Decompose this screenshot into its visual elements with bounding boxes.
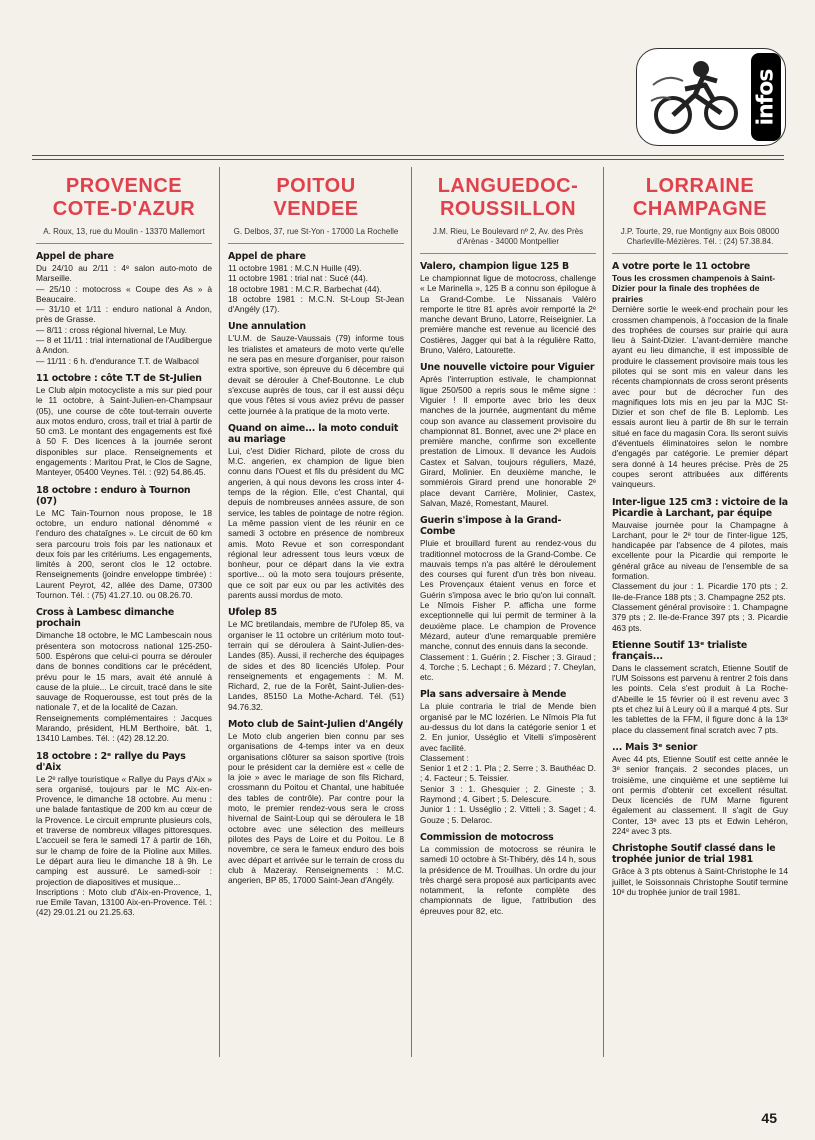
section-text: Dimanche 18 octobre, le MC Lambescain nous présentera son motocross national 125-250-500. Espérons que celui-ci pourra se dérouler dans de bonnes conditions car le précédent, prévu pour le 15 mars, avait été annulé à cause de la pluie... Le circuit, tracé dans le site sauvage de Roquerousse, est tout près de la nationale 7, et de la localité de Cazan. Renseignements complémentaires : Jacques Marando, président, HLM Berthoire, bât. 1, 13410 Lambes. Tél. : (42) 28.12.20.: [36, 630, 212, 744]
region-title-line: COTE-D'AZUR: [52, 198, 196, 220]
section-text: Le 2ᵉ rallye touristique « Rallye du Pays d'Aix » sera organisé, toujours par le MC Aix-en-Provence, le dimanche 18 octobre. Au menu : une balade fantastique de 200 km au cœur de la Provence. Le circuit emprunte plusieurs cols, et traverse de nombreux villages pittoresques. L'accueil se fera le samedi 17 à partir de 16h, sur le champ de foire de la Pioline aux Milles. Le départ aura lieu le dimanche 18 à 9h. Le camping est aussuré. Le samedi-soir : projection de diapositives et musique... Inscriptions : Moto club d'Aix-en-Provence, 1, rue Emile Tavan, 13100 Aix-en-Provence. Tél. : (42) 29.01.21 ou 21.25.63.: [36, 773, 212, 918]
section-text: Le MC Tain-Tournon nous propose, le 18 octobre, un enduro national dénommé « l'enduro des chataîgnes ». Le circuit de 60 km sera parcouru trois fois par les nationaux et deux fois par les critériums. Les engagements, limités à 200, seront clos le 12 octobre. Renseignements (joindre enveloppe timbrée) : Laurent Peyrot, 42, allée des Dame, 07300 Tournon. Tél. : (75) 41.27.10. ou 08.26.70.: [36, 507, 212, 601]
section-text: Du 24/10 au 2/11 : 4ᵉ salon auto-moto de Marseille. — 25/10 : motocross « Coupe des As » à Beaucaire. — 31/10 et 1/11 : enduro national à Andon, près de Grasse. — 8/11 : cross régional hivernal, Le Muy. — 8 et 11/11 : trial international de l'Audibergue à Andon. — 11/11 : 6 h. d'endurance T.T. de Walbacol: [36, 263, 212, 366]
section-text: Le championnat ligue de motocross, challenge « Le Marinella », 125 B a connu son épilogue à La Grand-Combe. Le Nissanais Valéro remporte le titre 81 après avoir remporté la 2ᵉ manche devant Bruno, Latorre, Reiseignier. La première manche est revenue au licencié des Costières, Jagger qui bat à la régulière Ratto, Bruno, Valéro, Latourette.: [420, 273, 596, 356]
top-rule-2: [32, 159, 784, 160]
region-title-line: LORRAINE: [645, 175, 755, 197]
correspondent-address: A. Roux, 13, rue du Moulin - 13370 Mallemort: [36, 227, 212, 244]
section-text: Dans le classement scratch, Etienne Soutif de l'UM Soissons est parvenu à rentrer 2 fois dans les points. Cela s'est produit à La Roche-d'Abeille le 15 février où il est revenu avec 3 pts et chez lui à Leury où il a marqué 4 pts. Sur les tablettes de la FFM, il figure donc à la 13ᵉ place du classement final scratch avec 7 pts.: [612, 662, 788, 735]
section-title: Cross à Lambesc dimanche prochain: [36, 607, 174, 630]
section-title: Moto club de Saint-Julien d'Angély: [228, 718, 404, 730]
section-title: 11 octobre : côte T.T de St-Julien: [36, 372, 202, 384]
section-title: Une annulation: [228, 321, 306, 333]
correspondent-address: J.M. Rieu, Le Boulevard nº 2, Av. des Près d'Arènas - 34000 Montpellier: [420, 227, 596, 254]
section-title: Inter-ligue 125 cm3 : victoire de la Picardie à Larchant, par équipe: [612, 496, 788, 519]
section-title: 18 octobre : 2ᵉ rallye du Pays d'Aix: [36, 750, 186, 773]
region-title: [228, 175, 404, 221]
column-poitou: [228, 167, 404, 885]
section-text: Avec 44 pts, Etienne Soutif est cette année le 3ᵉ senior français. 2 secondes places, un troisième, une cinquième et une septième lui ont permis d'obtenir cet excellent résultat. Deux licenciés de l'UM Marne figurent également au classement. Il s'agit de Guy Conter, 13ᵉ avec 13 pts et Edwin Lehéron, 224ᵉ avec 3 pts.: [612, 753, 788, 836]
region-title-line: CHAMPAGNE: [632, 198, 768, 220]
section-text: 11 octobre 1981 : M.C.N Huille (49). 11 octobre 1981 : trial nat : Sucé (44). 18 octobre 1981 : M.C.R. Barbechat (44). 18 octobre 1981 : M.C.N. St-Loup St-Jean d'Angély (17).: [228, 263, 404, 315]
page-number: 45: [761, 1110, 777, 1126]
top-rule: [32, 155, 784, 156]
region-title-line: POITOU: [276, 175, 356, 197]
column-provence: [36, 167, 212, 918]
section-title: Une nouvelle victoire pour Viguier: [420, 362, 595, 374]
region-title: [420, 175, 596, 221]
section-text: Lui, c'est Didier Richard, pilote de cross du M.C. angerien, ex champion de ligue bien connu dans l'Ouest et fils du président du MC angerien, à qui nous devons les cross inter 4-temps de la région. Elle, c'est Chantal, qui depuis de nombreuses années assure, de son service, les tables de pointage de notre région. La même passion vient de les réunir en ce samedi 3 octobre en présence de nombreux amis. Moto Revue et son correspondant régional leur adressent tous leurs vœux de bonheur, pour ce départ dans la vie extra sportive... où la moto sera toujours présente, que ce soit par eux ou par les activités des parents aussi mordus de moto.: [228, 445, 404, 601]
section-title: A votre porte le 11 octobre: [612, 261, 751, 272]
section-text: Le MC bretilandais, membre de l'Ufolep 85, va organiser le 11 octobre un critérium moto tout-terrain qui se déroulera à Saint-Julien-des-Landes (85). Aussi, il recherche des équipages de sides et des 80 licenciés Ufolep. Pour renseignements et engagements : M. M. Richard, 2, rue de la Forêt, Saint-Julien-des-Landes, 85150 La Mothe-Achard. Tél. (51) 94.76.32.: [228, 619, 404, 712]
section-title: Christophe Soutif classé dans le trophée junior de trial 1981: [612, 843, 776, 866]
region-title: [36, 175, 212, 221]
motocross-rider-icon: [643, 55, 749, 139]
logo-word: infos: [753, 69, 779, 125]
section-title: Appel de phare: [228, 251, 306, 262]
region-title-line: ROUSSILLON: [439, 198, 577, 220]
section-text: Le Moto club angerien bien connu par ses organisations de 4-temps inter va en deux organisations clôturer sa saison sportive (trois pour le président car la dernière est « celle de la joie » avec le mariage de son fils Richard, crossmann du Poitou et Chantal, une habituée des tables de contrôle). Par contre pour la moto, le premier rendez-vous sera le cross hivernal de Saint-Loup qui se déroulera le 18 octobre avec une sélection des meilleurs pilotes des Pays de Loire et du Poitou. Le 8 novembre, ce sera le fameux enduro des bois avec départ et arrivée sur le terrain de cross du club à Mazeray. Renseignements : M.C. angerien, BP 85, 17000 Saint-Jean d'Angély.: [228, 730, 404, 886]
column-lorraine: [612, 167, 788, 897]
column-divider: [603, 167, 604, 1057]
section-text: L'U.M. de Sauze-Vaussais (79) informe tous les trialistes et amateurs de moto verte qu'elle ne sera pas en mesure d'organiser, pour raison extra sportive, son épreuve du 6 décembre qui devait se dérouler à Chef-Boutonne. Le club s'excuse auprès de tous, car il est aussi déçu que vous l'êtes si vous aviez prévu de passer cette journée à la pratique de la moto verte.: [228, 333, 404, 416]
section-text: Pluie et brouillard furent au rendez-vous du traditionnel motocross de la Grand-Combe. Ce mauvais temps n'a pas altéré le déroulement des courses qui furent d'un très bon niveau. Les Provençaux étaient venus en force et Guérin s'imposa avec le brio qu'on lui connaît. Le Nîmois Fisher P. afficha une forme exceptionnelle qui lui permit de terminer à la deuxième place. Le champion de Provence Mézard, auteur d'une remarquable première manche, connut des ennuis dans la seconde. Classement : 1. Guérin ; 2. Fischer ; 3. Giraud ; 4. Torche ; 5. Lechapt ; 6. Mézard ; 7. Cheylan, etc.: [420, 538, 596, 683]
section-subtitle: Tous les crossmen champenois à Saint-Dizier pour la finale des trophées de prairies: [612, 273, 776, 304]
column-languedoc: [420, 167, 596, 916]
section-title: ... Mais 3ᵉ senior: [612, 741, 698, 753]
section-title: Guerin s'impose à la Grand-Combe: [420, 515, 562, 538]
section-title: 18 octobre : enduro à Tournon (07): [36, 484, 191, 507]
column-divider: [219, 167, 220, 1057]
region-title: [612, 175, 788, 221]
section-title: Appel de phare: [36, 251, 114, 262]
section-text: Après l'interruption estivale, le championnat ligue 250/500 a repris sous le même signe : Viguier ! Il emporte avec brio les deux manches de la journée, augmentant du même coup son avance au classement provisoire du championnat 81. Bonnet, avec une 2ᵉ place en première manche, confirme son excellente prestation de Limoux. Il devance les Audois Castex et Salvan, toujours réguliers, Mazé, Girard, Molinier. En deuxième manche, le sommiérois Girard prend une honorable 2ᵉ place devant Carrière, Molinier, Castex, Salvan, Mazé, Romestant, Maurel.: [420, 374, 596, 508]
section-text: Grâce à 3 pts obtenus à Saint-Christophe le 14 juillet, le Soissonnais Christophe Soutif termine 10ᵉ du trophée junior de trail 1981.: [612, 866, 788, 897]
section-title: Pla sans adversaire à Mende: [420, 689, 567, 701]
section-text: Dernière sortie le week-end prochain pour les crossmen champenois, à l'occasion de la finale des trophées de courses sur prairie qui aura lieu à Saint-Dizier. L'avant-dernière manche ayant eu lieu dimanche, il est impossible de produire le classement provisoire mais tous les pilotes qui se sont mis en valeur dans les récents championnats de cross seront présents avec pour but de décrocher l'un des magnifiques lots mis en jeu par la MJC St-Dizier et son chef de file B. Leplomb. Les essais auront lieu à partir de 8h sur le terrain situé en face du magasin Cora. Ils seront suivis d'éventuels éliminatoires selon le nombre d'engagés par catégorie. Le premier départ sera donné à 14 heures précise. Près de 25 coupes seront attribuées aux différents vainqueurs.: [612, 304, 788, 490]
section-text: Mauvaise journée pour la Champagne à Larchant, pour le 2ᵉ tour de l'inter-ligue 125, handicapée par l'absence de 4 pilotes, mais excellente pour la Picardie qui remporte le général grâce au niveau de l'ensemble de sa formation. Classement du jour : 1. Picardie 170 pts ; 2. Ile-de-France 188 pts ; 3. Champagne 252 pts. Classement général provisoire : 1. Champagne 379 pts ; 2. Ile-de-France 397 pts ; 3. Picardie 463 pts.: [612, 519, 788, 633]
region-title-line: PROVENCE: [65, 175, 183, 197]
region-title-line: VENDEE: [273, 198, 359, 220]
section-title: Quand on aime... la moto conduit au mariage: [228, 422, 399, 445]
region-title-line: LANGUEDOC-: [437, 175, 579, 197]
section-title: Valero, champion ligue 125 B: [420, 261, 569, 272]
section-title: Commission de motocross: [420, 831, 554, 843]
correspondent-address: G. Delbos, 37, rue St-Yon - 17000 La Rochelle: [228, 227, 404, 244]
logo-word-box: [751, 53, 781, 141]
column-divider: [411, 167, 412, 1057]
section-text: La pluie contraria le trial de Mende bien organisé par le MC lozérien. Le Nîmois Pla fut au-dessus du lot dans la catégorie senior 1 et 2. En junior, Usséglio et Vitelli s'imposèrent avec facilité. Classement : Senior 1 et 2 : 1. Pla ; 2. Serre ; 3. Bauthéac D. ; 4. Facteur ; 5. Teissier. Senior 3 : 1. Ghesquier ; 2. Gineste ; 3. Raymond ; 4. Gibert ; 5. Delescure. Junior 1 : 1. Usséglio ; 2. Vitteli ; 3. Saget ; 4. Gouze ; 5. Delaroc.: [420, 701, 596, 825]
section-text: Le Club alpin motocycliste a mis sur pied pour le 11 octobre, à Saint-Julien-en-Champsaur (05), une course de côte tout-terrain ouverte aux motos enduro, cross, trail et trial à partir de 50 cm3. Le montant des engagements est fixé à 50 F. Des licences à la journée seront disponibles sur place. Renseignements et engagements : Maritou Prat, le Clos de Sagne, Manteyer, 05400 Veynes. Tél. : (92) 54.86.45.: [36, 384, 212, 478]
correspondent-address: J.P. Tourte, 29, rue Montigny aux Bois 08000 Charleville-Mézières. Tél. : (24) 57.38.84.: [612, 227, 788, 254]
infos-logo: [636, 48, 786, 146]
section-title: Ufolep 85: [228, 607, 277, 619]
section-title: Etienne Soutif 13ᵉ trialiste français...: [612, 639, 748, 662]
section-text: La commission de motocross se réunira le samedi 10 octobre à St-Thibéry, dès 14 h, sous la présidence de M. Trouilhas. Un ordre du jour très chargé sera proposé aux participants avec notamment, la refonte complète des championnats de ligue, l'attribution des épreuves pour 82, etc.: [420, 843, 596, 916]
